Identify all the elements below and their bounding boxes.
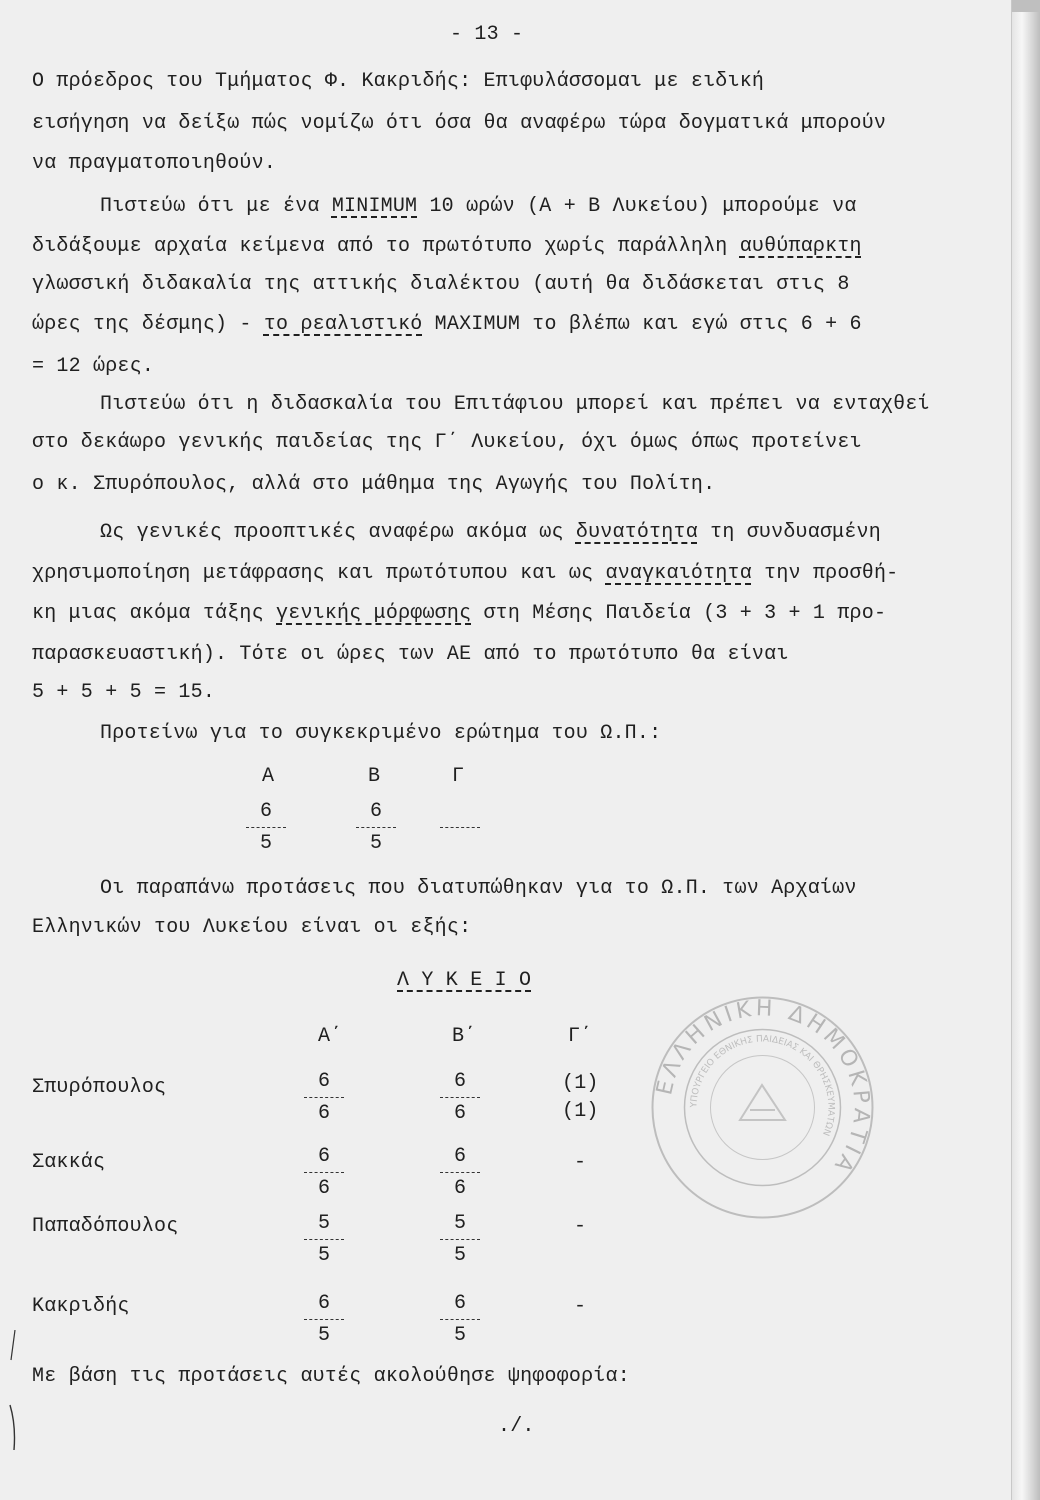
- row2-fraction-b: [440, 1145, 480, 1201]
- denominator: 6: [453, 1102, 466, 1125]
- text-run: MAXIMUM το βλέπω και εγώ στις 6 + 6: [422, 313, 862, 336]
- numerator: 6: [304, 1292, 344, 1320]
- underlined-term: το ρεαλιστικό: [263, 313, 423, 336]
- p4-line-3: [32, 601, 886, 627]
- numerator: 6: [246, 800, 286, 828]
- lykeio-title: Λ Υ Κ Ε Ι Ο: [397, 969, 532, 992]
- p2-line-3: γλωσσική διδακαλία της αττικής διαλέκτου (αυτή θα διδάσκεται στις 8: [32, 273, 850, 296]
- row4-fraction-b: [440, 1292, 480, 1348]
- row1-fraction-b: [440, 1070, 480, 1126]
- p4-line-4: παρασκευαστική). Τότε οι ώρες των ΑΕ από το πρωτότυπο θα είναι: [32, 643, 789, 666]
- row4-fraction-a: [304, 1292, 344, 1348]
- row4-value-c: -: [574, 1295, 587, 1318]
- numerator: 6: [304, 1070, 344, 1098]
- lykeio-header-c: Γ΄: [568, 1025, 593, 1048]
- row2-value-c: -: [574, 1151, 587, 1174]
- underlined-term: αναγκαιότητα: [605, 562, 752, 585]
- underlined-term: MINIMUM: [331, 195, 418, 218]
- text-run: Ως γενικές προοπτικές αναφέρω ακόμα ως: [100, 521, 576, 544]
- p1-line-3: να πραγματοποιηθούν.: [32, 152, 277, 175]
- row3-fraction-a: [304, 1212, 344, 1268]
- denominator: 5: [453, 1244, 466, 1267]
- text-run: την προσθή-: [751, 562, 899, 585]
- p3-line-1: Πιστεύω ότι η διδασκαλία του Επιτάφιου μπορεί και πρέπει να ενταχθεί: [100, 393, 930, 416]
- text-run: ώρες της δέσμης) -: [32, 313, 264, 336]
- proposal-header-b: Β: [368, 765, 381, 788]
- numerator: 6: [304, 1145, 344, 1173]
- numerator: 5: [440, 1212, 480, 1240]
- numerator: 6: [356, 800, 396, 828]
- p4-line-1: [100, 520, 881, 546]
- p2-line-4: [32, 312, 862, 338]
- denominator: 6: [317, 1102, 330, 1125]
- underlined-term: γενικής μόρφωσης: [276, 602, 472, 625]
- p3-line-2: στο δεκάωρο γενικής παιδείας της Γ΄ Λυκείου, όχι όμως όπως προτείνει: [32, 431, 862, 454]
- binding-corner: [1012, 0, 1040, 12]
- denominator: 5: [453, 1324, 466, 1347]
- p2-line-1: [100, 194, 857, 220]
- proposal-fraction-a: [246, 800, 286, 856]
- denominator: 6: [453, 1177, 466, 1200]
- margin-stroke: [11, 1330, 15, 1360]
- text-run: στη Μέσης Παιδεία (3 + 3 + 1 προ-: [471, 602, 887, 625]
- stamp-inner-text: ΥΠΟΥΡΓΕΙΟ ΕΘΝΙΚΗΣ ΠΑΙΔΕΙΑΣ ΚΑΙ ΘΡΗΣΚΕΥΜΑΤΩΝ: [689, 1034, 836, 1137]
- proposal-header-a: Α: [262, 765, 275, 788]
- denominator: 5: [369, 832, 382, 855]
- text-run: 10 ωρών (Α + Β Λυκείου) μπορούμε να: [417, 195, 857, 218]
- p1-line-2: εισήγηση να δείξω πώς νομίζω ότι όσα θα αναφέρω τώρα δογματικά μπορούν: [32, 112, 887, 135]
- row3-value-c: -: [574, 1215, 587, 1238]
- text-run: διδάξουμε αρχαία κείμενα από το πρωτότυπο χωρίς παράλληλη: [32, 235, 740, 258]
- p2-line-5: = 12 ώρες.: [32, 355, 155, 378]
- proposal-fraction-b: [356, 800, 396, 856]
- denominator: 5: [259, 832, 272, 855]
- margin-mark: [6, 1330, 20, 1450]
- official-stamp: [645, 990, 880, 1225]
- lykeio-row-name: Σπυρόπουλος: [32, 1076, 167, 1099]
- binding-edge: [1011, 0, 1040, 1500]
- denominator: 5: [317, 1324, 330, 1347]
- underlined-term: δυνατότητα: [575, 521, 698, 544]
- p3-line-3: ο κ. Σπυρόπουλος, αλλά στο μάθημα της Αγωγής του Πολίτη.: [32, 473, 716, 496]
- p6-line-1: Οι παραπάνω προτάσεις που διατυπώθηκαν για το Ω.Π. των Αρχαίων: [100, 877, 857, 900]
- proposal-intro: Προτείνω για το συγκεκριμένο ερώτημα του Ω.Π.:: [100, 722, 662, 745]
- p1-line-1: Ο πρόεδρος του Τμήματος Φ. Κακριδής: Επιφυλάσσομαι με ειδική: [32, 70, 765, 93]
- denominator: 6: [317, 1177, 330, 1200]
- stamp-outer-text: ΕΛΛΗΝΙΚΗ ΔΗΜΟΚΡΑΤΙΑ: [652, 996, 874, 1180]
- underlined-term: αυθύπαρκτη: [739, 235, 862, 258]
- p4-line-2: [32, 561, 898, 587]
- row1-value-c: (1) (1): [562, 1072, 599, 1123]
- page-number: - 13 -: [450, 23, 524, 46]
- row1-fraction-a: [304, 1070, 344, 1126]
- text-run: τη συνδυασμένη: [697, 521, 881, 544]
- stamp-emblem: [740, 1085, 785, 1120]
- numerator: 6: [440, 1070, 480, 1098]
- p6-line-2: Ελληνικών του Λυκείου είναι οι εξής:: [32, 916, 472, 939]
- numerator: 6: [440, 1145, 480, 1173]
- row2-fraction-a: [304, 1145, 344, 1201]
- lykeio-header-b: Β΄: [452, 1025, 477, 1048]
- row3-fraction-b: [440, 1212, 480, 1268]
- proposal-fraction-c: [440, 800, 480, 832]
- continuation-mark: ./.: [498, 1415, 535, 1438]
- numerator: 6: [440, 1292, 480, 1320]
- stamp-inner-ring: [685, 1030, 841, 1186]
- p2-line-2: [32, 234, 862, 260]
- closing-line: Με βάση τις προτάσεις αυτές ακολούθησε ψηφοφορία:: [32, 1365, 630, 1388]
- p4-line-5: 5 + 5 + 5 = 15.: [32, 681, 216, 704]
- text-run: Πιστεύω ότι με ένα: [100, 195, 332, 218]
- lykeio-row-name: Παπαδόπουλος: [32, 1215, 179, 1238]
- numerator: [440, 800, 480, 828]
- text-run: χρησιμοποίηση μετάφρασης και πρωτότυπου και ως: [32, 562, 606, 585]
- stamp-center-ring: [711, 1056, 815, 1160]
- text-run: κη μιας ακόμα τάξης: [32, 602, 277, 625]
- margin-stroke: [10, 1405, 15, 1450]
- lykeio-row-name: Κακριδής: [32, 1295, 130, 1318]
- lykeio-header-a: Α΄: [318, 1025, 343, 1048]
- numerator: 5: [304, 1212, 344, 1240]
- denominator: 5: [317, 1244, 330, 1267]
- denominator: [440, 828, 480, 832]
- lykeio-row-name: Σακκάς: [32, 1151, 106, 1174]
- proposal-header-c: Γ: [452, 765, 465, 788]
